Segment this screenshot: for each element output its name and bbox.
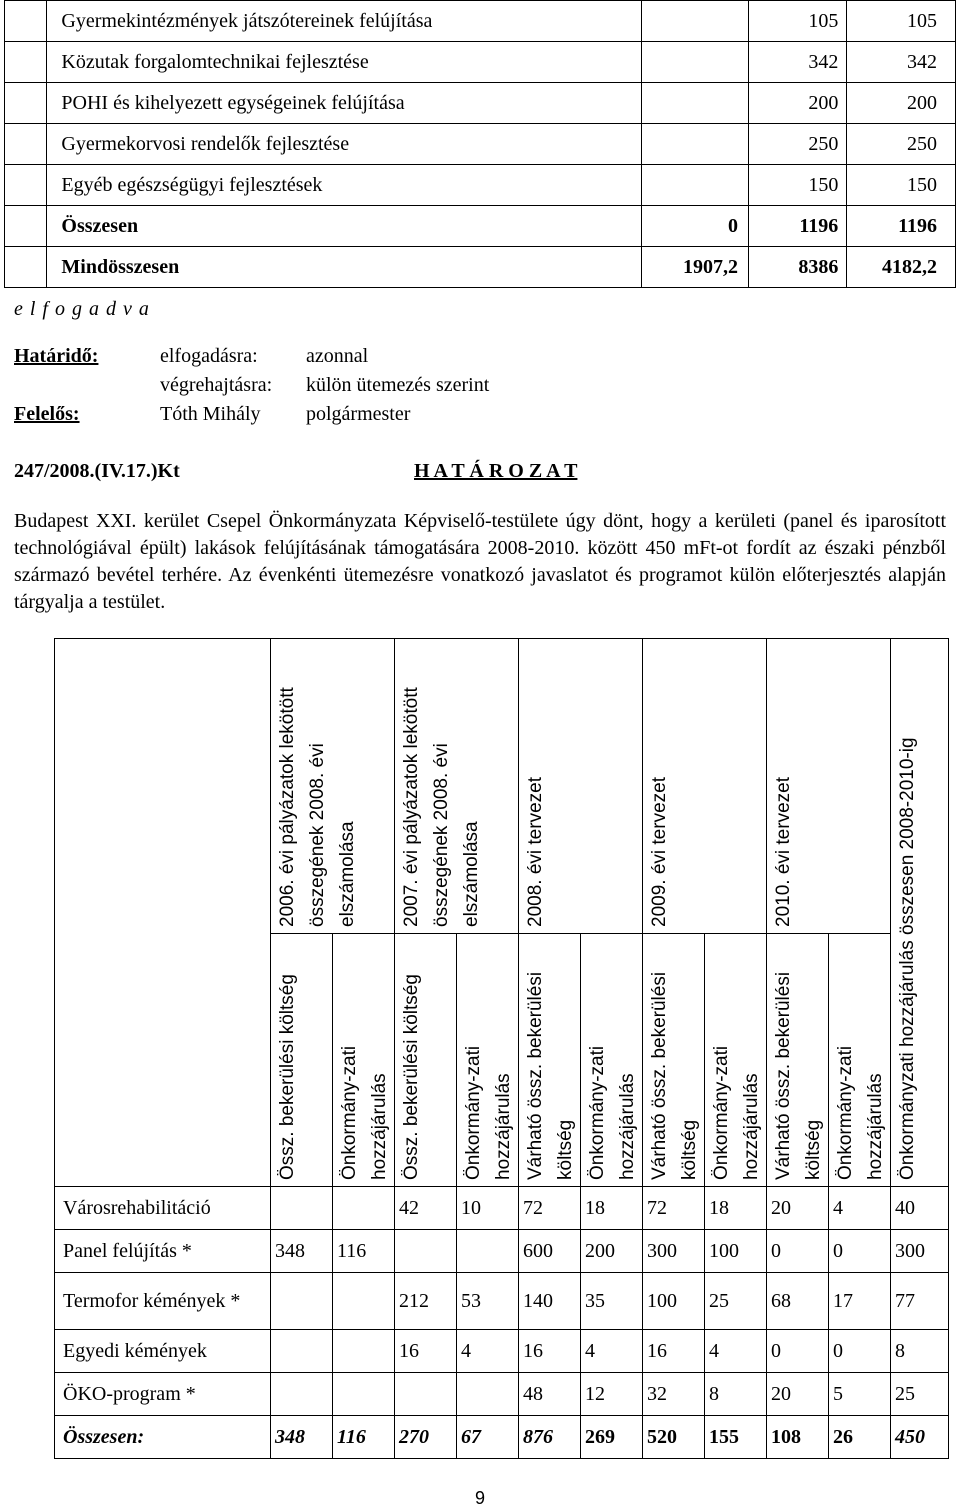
sub-header: Önkormány-zati hozzájárulás xyxy=(457,934,519,1187)
group-header: 2008. évi tervezet xyxy=(519,639,643,934)
row-label: Városrehabilitáció xyxy=(55,1187,271,1230)
sub-header: Önkormány-zati hozzájárulás xyxy=(829,934,891,1187)
deadline-val-2: külön ütemezés szerint xyxy=(306,374,490,396)
responsible-name: Tóth Mihály xyxy=(160,403,261,425)
deadline-key-2: végrehajtásra: xyxy=(160,374,273,396)
table-row-total: Összesen 0 1196 1196 xyxy=(5,206,956,247)
sub-header: Önkormány-zati hozzájárulás xyxy=(581,934,643,1187)
table-row-grand-total: Mindösszesen 1907,2 8386 4182,2 xyxy=(5,247,956,288)
table-row: Termofor kémények * 212 53 140 35 100 25 68 17 77 xyxy=(55,1273,949,1330)
row-name: Gyermekorvosi rendelők fejlesztése xyxy=(47,124,642,165)
sub-header: Várható össz. bekerülési költség xyxy=(643,934,705,1187)
group-header: 2009. évi tervezet xyxy=(643,639,767,934)
responsible-label: Felelős: xyxy=(14,403,80,425)
table-row-total: Összesen: 348 116 270 67 876 269 520 155 108 26 450 xyxy=(55,1416,949,1459)
group-header: 2006. évi pályázatok lekötött összegének 2008. évi elszámolása xyxy=(271,639,395,934)
table-row: ÖKO-program * 48 12 32 8 20 5 25 xyxy=(55,1373,949,1416)
row-name: Gyermekintézmények játszótereinek felújítása xyxy=(47,1,642,42)
group-header: 2010. évi tervezet xyxy=(767,639,891,934)
sub-header: Önkormány-zati hozzájárulás xyxy=(705,934,767,1187)
accepted-note: e l f o g a d v a xyxy=(14,298,150,320)
row-name: Közutak forgalomtechnikai fejlesztése xyxy=(47,42,642,83)
sub-header: Várható össz. bekerülési költség xyxy=(519,934,581,1187)
group-header-row xyxy=(55,639,949,934)
resolution-text: Budapest XXI. kerület Csepel Önkormányzata Képviselő-testülete úgy dönt, hogy a kerületi (panel és iparosított technológiával épült) lakások felújításának támogatására 2008-2010. között 450 mFt-ot fordít az északi pénzből származó bevétel terhére. Az évenkénti ütemezésre vonatkozó javaslatot és programot külön előterjesztés alapján tárgyalja a testület. xyxy=(14,510,946,613)
row-name: Egyéb egészségügyi fejlesztések xyxy=(47,165,642,206)
row-name: Mindösszesen xyxy=(47,247,642,288)
corner-cell xyxy=(55,639,271,1187)
row-label: Termofor kémények * xyxy=(55,1273,271,1330)
table-row: Városrehabilitáció 42 10 72 18 72 18 20 4 40 xyxy=(55,1187,949,1230)
group-header: 2007. évi pályázatok lekötött összegének 2008. évi elszámolása xyxy=(395,639,519,934)
deadline-key-1: elfogadásra: xyxy=(160,345,258,367)
resolution-title: H A T Á R O Z A T xyxy=(414,460,578,482)
deadline-val-1: azonnal xyxy=(306,345,369,367)
table-row: Egyedi kémények 16 4 16 4 16 4 0 0 8 xyxy=(55,1330,949,1373)
funding-table xyxy=(54,638,949,1459)
row-name: POHI és kihelyezett egységeinek felújítása xyxy=(47,83,642,124)
page-number: 9 xyxy=(474,1488,485,1508)
summary-table xyxy=(4,0,956,288)
table-row: Gyermekorvosi rendelők fejlesztése 250 250 xyxy=(5,124,956,165)
table-row: POHI és kihelyezett egységeinek felújítása 200 200 xyxy=(5,83,956,124)
row-label: Egyedi kémények xyxy=(55,1330,271,1373)
table-row: Gyermekintézmények játszótereinek felújítása 105 105 xyxy=(5,1,956,42)
table-row: Egyéb egészségügyi fejlesztések 150 150 xyxy=(5,165,956,206)
row-label: Összesen: xyxy=(55,1416,271,1459)
deadline-label: Határidő: xyxy=(14,345,99,367)
sub-header: Önkormány-zati hozzájárulás xyxy=(333,934,395,1187)
sub-header: Össz. bekerülési költség xyxy=(395,934,457,1187)
row-name: Összesen xyxy=(47,206,642,247)
row-label: Panel felújítás * xyxy=(55,1230,271,1273)
sub-header: Várható össz. bekerülési költség xyxy=(767,934,829,1187)
total-header: Önkormányzati hozzájárulás összesen 2008-2010-ig xyxy=(891,639,949,1187)
table-row: Panel felújítás * 348 116 600 200 300 100 0 0 300 xyxy=(55,1230,949,1273)
responsible-role: polgármester xyxy=(306,403,411,425)
row-label: ÖKO-program * xyxy=(55,1373,271,1416)
table-row: Közutak forgalomtechnikai fejlesztése 342 342 xyxy=(5,42,956,83)
sub-header: Össz. bekerülési költség xyxy=(271,934,333,1187)
resolution-number: 247/2008.(IV.17.)Kt xyxy=(14,460,180,482)
